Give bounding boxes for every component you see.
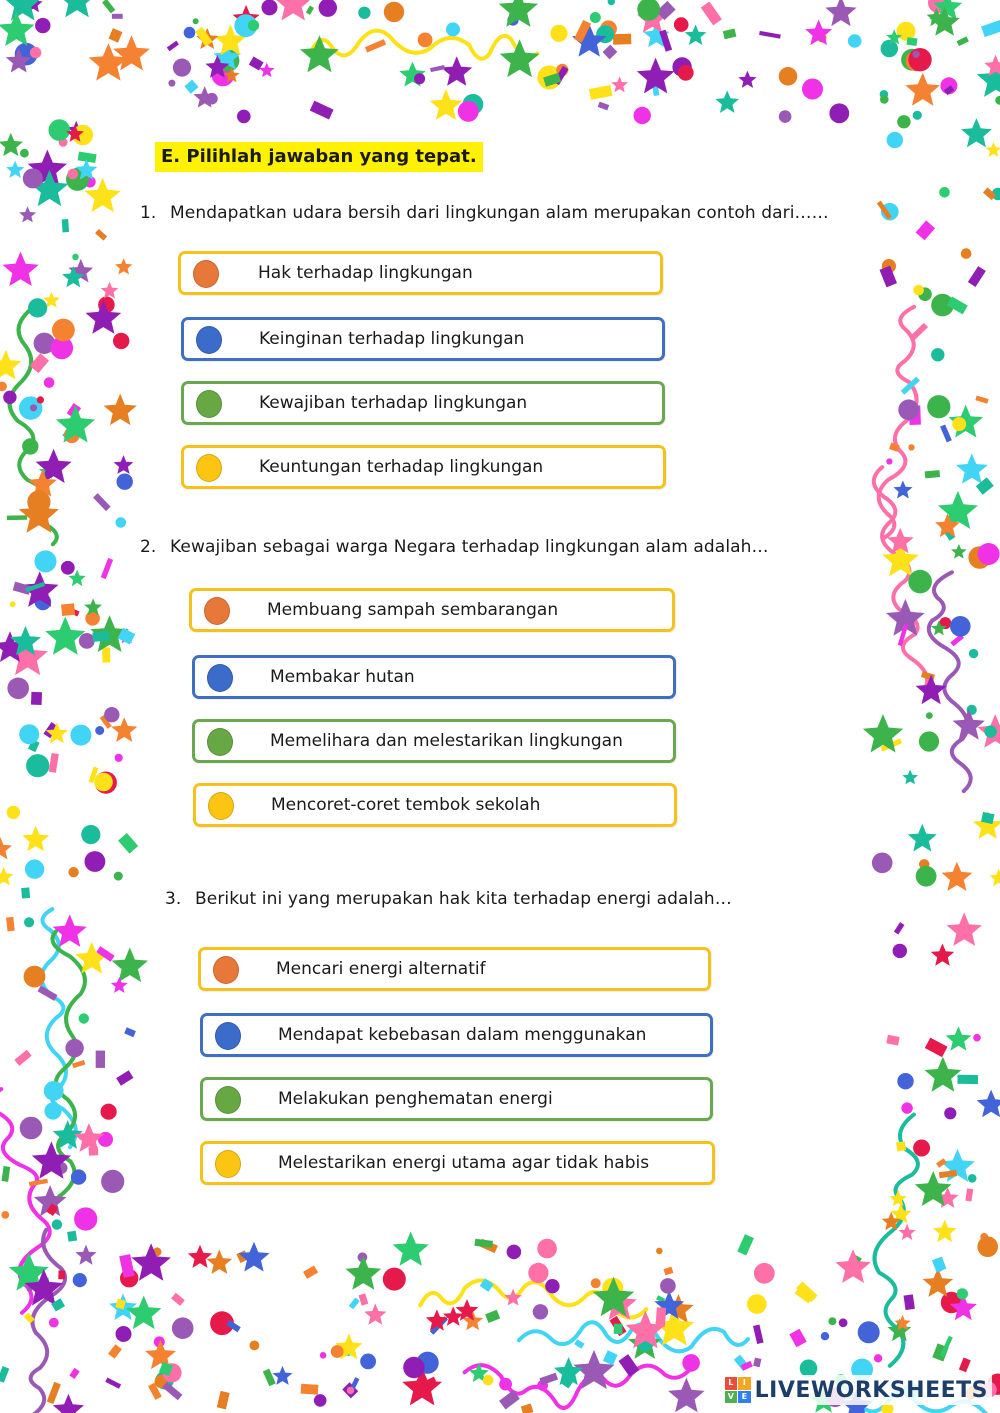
option-label: Mendapat kebebasan dalam menggunakan: [278, 1025, 647, 1045]
q2-option-b[interactable]: [192, 655, 676, 699]
blue-dot-icon: [215, 1022, 241, 1050]
question-3: [165, 889, 732, 909]
orange-dot-icon: [204, 597, 230, 625]
q3-option-c[interactable]: [200, 1077, 713, 1121]
green-dot-icon: [196, 390, 222, 418]
question-text: Kewajiban sebagai warga Negara terhadap lingkungan alam adalah…: [170, 537, 769, 557]
q2-option-c[interactable]: [192, 719, 676, 763]
blue-dot-icon: [207, 664, 233, 692]
question-number: 2.: [140, 537, 157, 557]
question-number: 3.: [165, 889, 182, 909]
orange-dot-icon: [213, 956, 239, 984]
question-text: Mendapatkan udara bersih dari lingkungan alam merupakan contoh dari……: [170, 203, 829, 223]
instruction-heading: E. Pilihlah jawaban yang tepat.: [155, 142, 483, 172]
option-label: Keinginan terhadap lingkungan: [259, 329, 525, 349]
q3-option-d[interactable]: [200, 1141, 715, 1185]
option-label: Melakukan penghematan energi: [278, 1089, 553, 1109]
liveworksheets-brand[interactable]: [721, 1375, 992, 1405]
liveworksheets-logo-icon: L I V E: [725, 1377, 751, 1403]
yellow-dot-icon: [208, 792, 234, 820]
question-number: 1.: [140, 203, 157, 223]
q2-option-d[interactable]: [193, 783, 677, 827]
green-dot-icon: [207, 728, 233, 756]
yellow-dot-icon: [196, 454, 222, 482]
q1-option-c[interactable]: [181, 381, 665, 425]
question-1: [140, 203, 829, 223]
brand-name: LIVEWORKSHEETS: [754, 1377, 988, 1403]
q3-option-a[interactable]: [198, 947, 711, 991]
option-label: Membakar hutan: [270, 667, 415, 687]
option-label: Keuntungan terhadap lingkungan: [259, 457, 544, 477]
q3-option-b[interactable]: [200, 1013, 713, 1057]
yellow-dot-icon: [215, 1150, 241, 1178]
q2-option-a[interactable]: [189, 588, 675, 632]
option-label: Hak terhadap lingkungan: [258, 263, 473, 283]
question-2: [140, 537, 769, 557]
option-label: Membuang sampah sembarangan: [267, 600, 559, 620]
blue-dot-icon: [196, 326, 222, 354]
q1-option-d[interactable]: [181, 445, 666, 489]
green-dot-icon: [215, 1086, 241, 1114]
orange-dot-icon: [193, 260, 219, 288]
option-label: Mencoret-coret tembok sekolah: [271, 795, 541, 815]
option-label: Melestarikan energi utama agar tidak habis: [278, 1153, 650, 1173]
q1-option-a[interactable]: [178, 251, 663, 295]
question-text: Berikut ini yang merupakan hak kita terhadap energi adalah…: [195, 889, 732, 909]
option-label: Kewajiban terhadap lingkungan: [259, 393, 528, 413]
q1-option-b[interactable]: [181, 317, 665, 361]
option-label: Memelihara dan melestarikan lingkungan: [270, 731, 623, 751]
option-label: Mencari energi alternatif: [276, 959, 486, 979]
